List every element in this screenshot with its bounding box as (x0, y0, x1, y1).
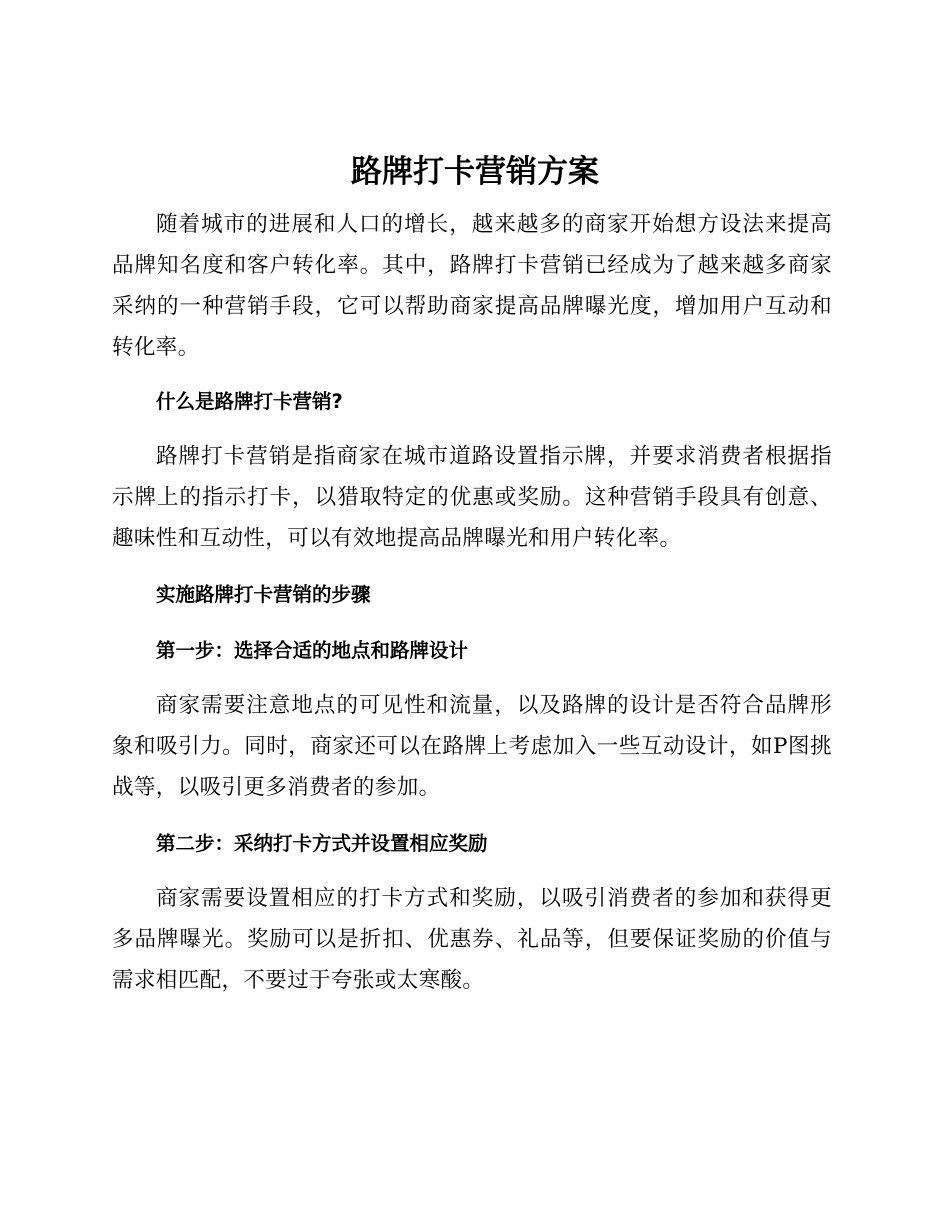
document-title: 路牌打卡营销方案 (351, 154, 599, 190)
section-heading-step-two: 第二步：采纳打卡方式并设置相应奖励 (156, 832, 488, 855)
section-heading-steps: 实施路牌打卡营销的步骤 (156, 583, 371, 606)
section-body-step-one: 商家需要注意地点的可见性和流量，以及路牌的设计是否符合品牌形象和吸引力。同时，商家还可以在路牌上考虑加入一些互动设计，如P图挑战等，以吸引更多消费者的参加。 (112, 693, 832, 800)
section-body-what-is: 路牌打卡营销是指商家在城市道路设置指示牌，并要求消费者根据指示牌上的指示打卡，以猎取特定的优惠或奖励。这种营销手段具有创意、趣味性和互动性，可以有效地提高品牌曝光和用户转化率。 (112, 444, 832, 551)
section-body-step-two: 商家需要设置相应的打卡方式和奖励，以吸引消费者的参加和获得更多品牌曝光。奖励可以是折扣、优惠券、礼品等，但要保证奖励的价值与需求相匹配，不要过于夸张或太寒酸。 (112, 886, 832, 993)
section-heading-what-is: 什么是路牌打卡营销? (156, 390, 343, 413)
section-heading-step-one: 第一步：选择合适的地点和路牌设计 (156, 639, 469, 662)
intro-paragraph: 随着城市的进展和人口的增长，越来越多的商家开始想方设法来提高品牌知名度和客户转化率。其中，路牌打卡营销已经成为了越来越多商家采纳的一种营销手段，它可以帮助商家提高品牌曝光度，增加用户互动和转化率。 (112, 212, 832, 360)
